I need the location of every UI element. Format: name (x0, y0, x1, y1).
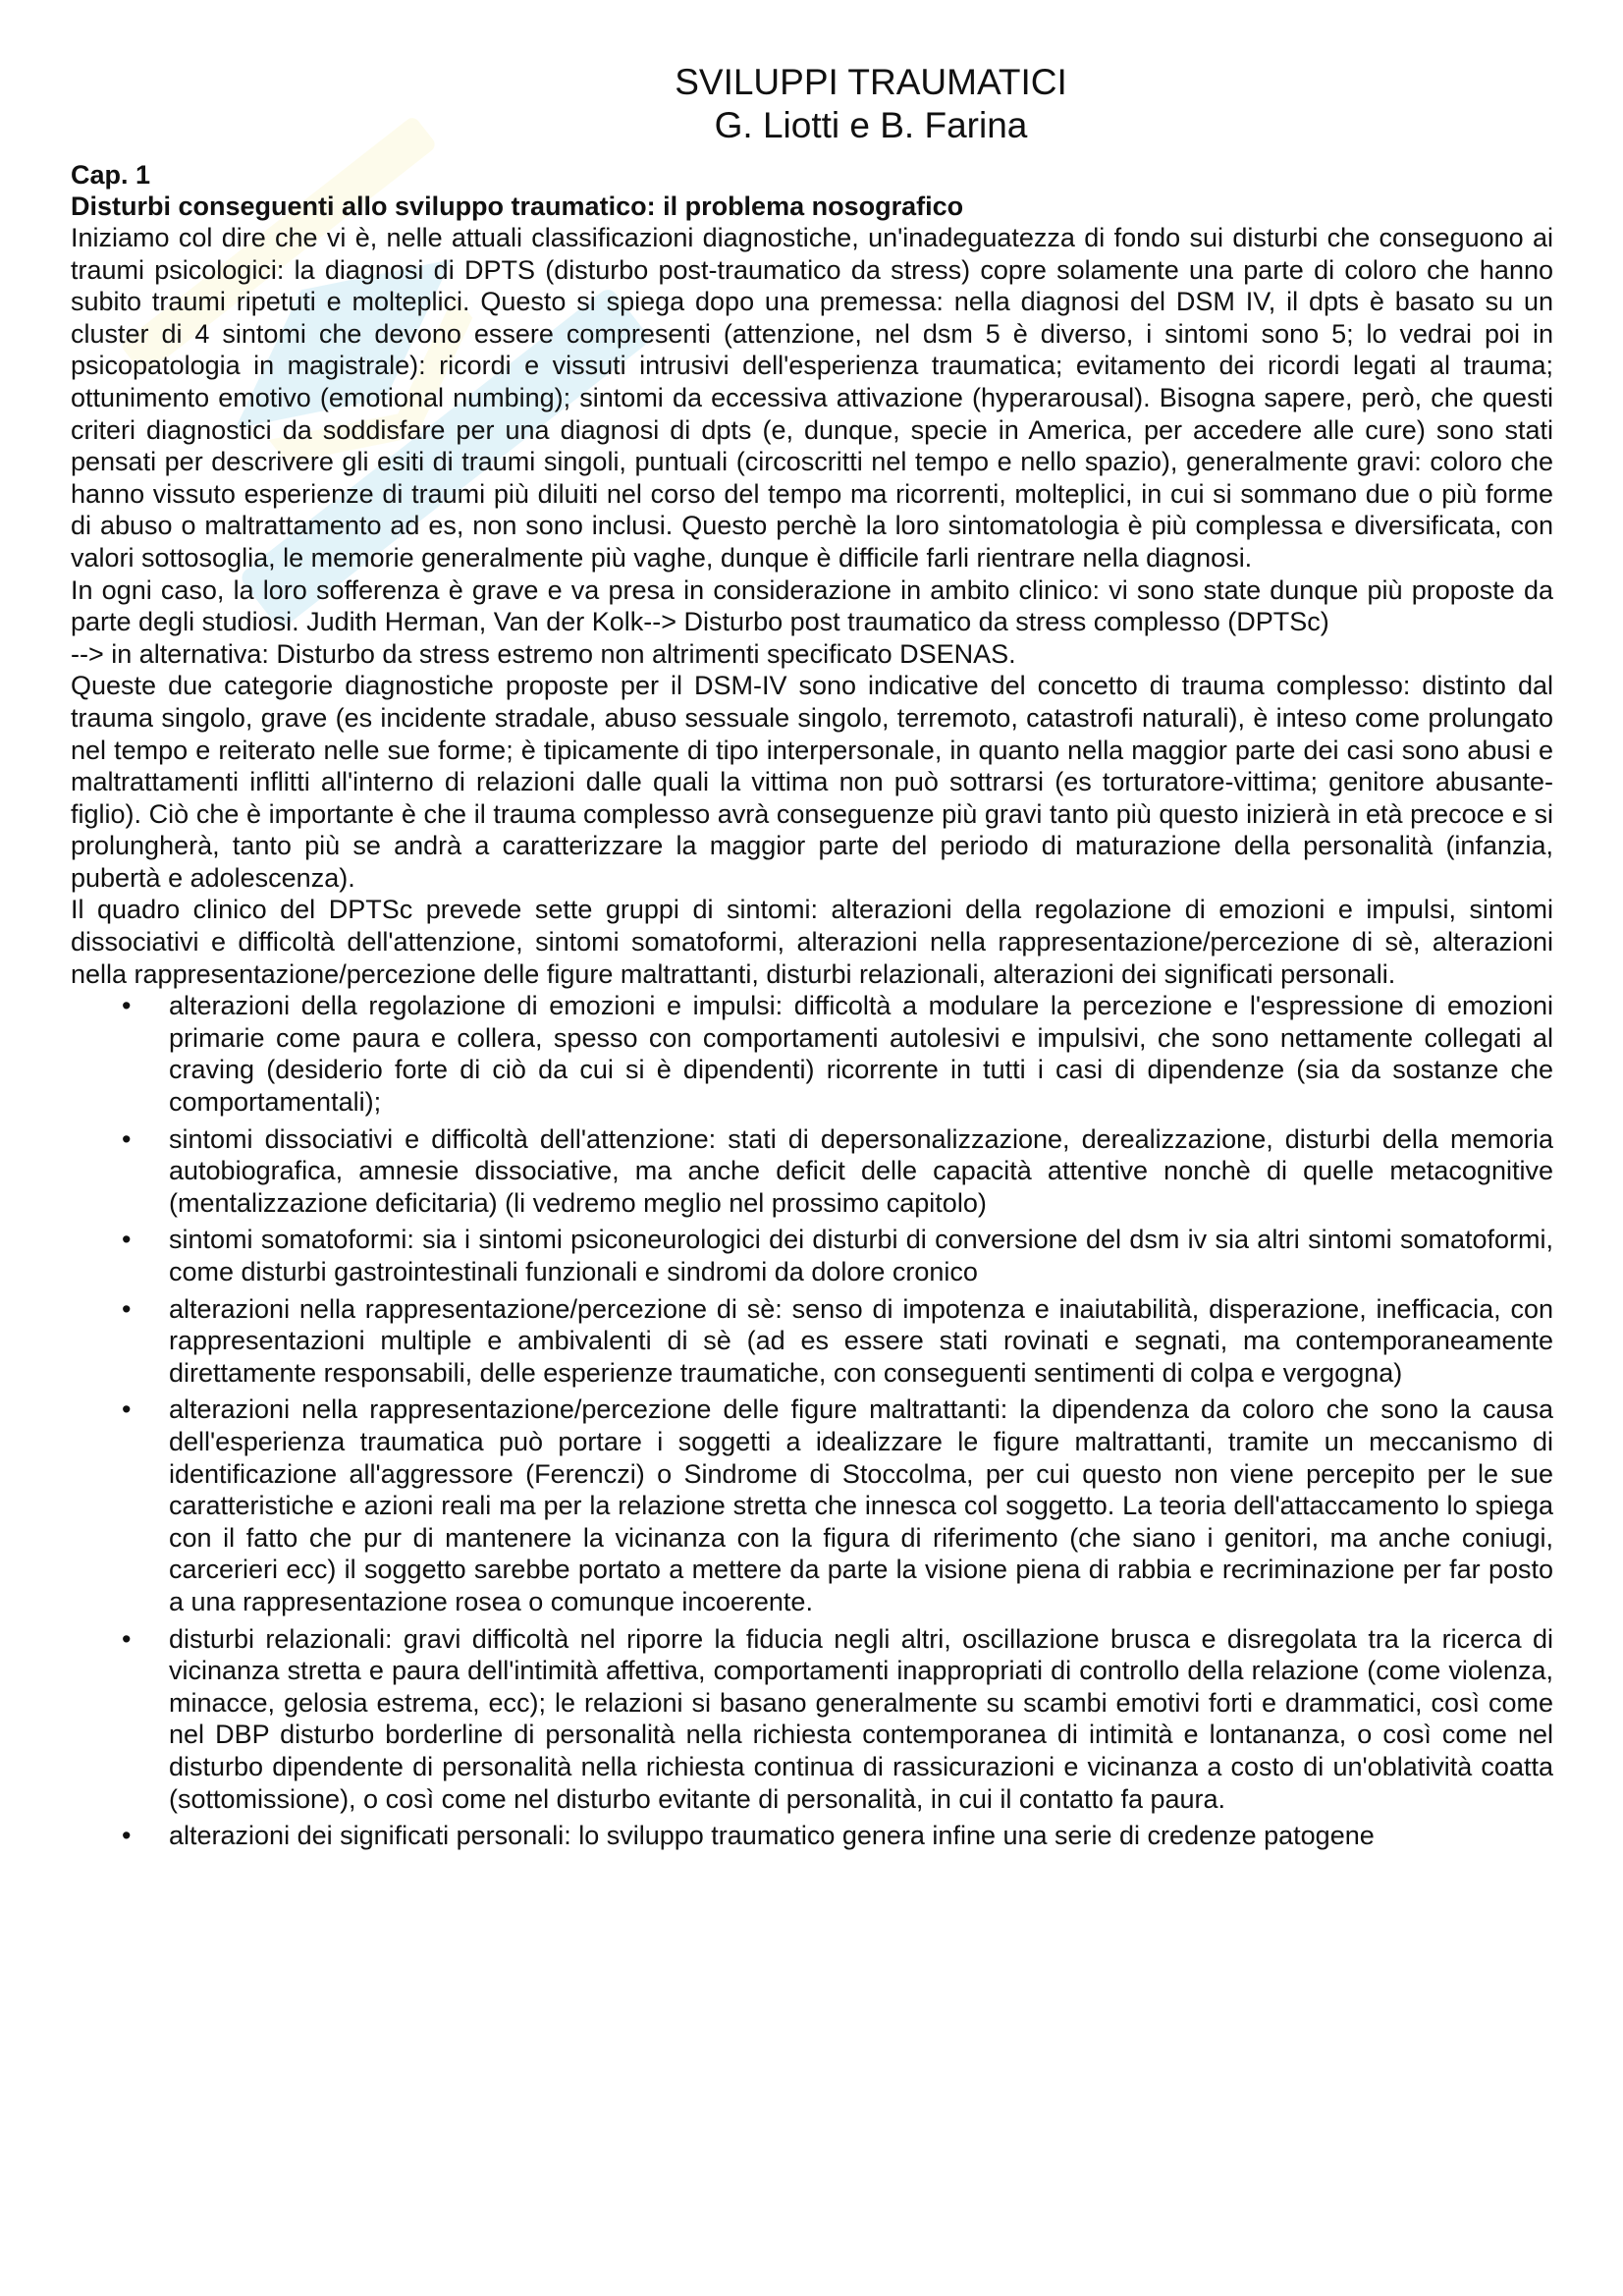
list-item-text: alterazioni nella rappresentazione/percezione di sè: senso di impotenza e inaiutabilità, disperazione, inefficacia, con rappresentazioni multiple e ambivalenti di sè (ad es essere stati rovinati e segnati, ma contemporaneamente direttamente responsabili, delle esperienze traumatiche, con conseguenti sentimenti di colpa e vergogna) (169, 1293, 1553, 1388)
paragraph: --> in alternativa: Disturbo da stress estremo non altrimenti specificato DSENAS. (71, 638, 1016, 669)
bullet-icon: • (122, 1623, 132, 1654)
section-heading: Disturbi conseguenti allo sviluppo traumatico: il problema nosografico (71, 191, 964, 221)
bullet-icon: • (122, 1394, 132, 1425)
bullet-icon: • (122, 1293, 132, 1324)
document-title (71, 61, 1553, 147)
bullet-icon: • (122, 1123, 132, 1154)
paragraph: In ogni caso, la loro sofferenza è grave e va presa in considerazione in ambito clinico: vi sono state dunque più proposte da parte degli studiosi. Judith Herman, Van der Kolk--> Disturbo post traumatico da stress complesso (DPTSc) (71, 574, 1553, 637)
symptom-list (71, 990, 1553, 1851)
list-item (71, 990, 1553, 1118)
list-item (71, 1820, 1553, 1852)
list-item (71, 1123, 1553, 1220)
list-item-text: disturbi relazionali: gravi difficoltà nel riporre la fiducia negli altri, oscillazione brusca e disregolata tra la ricerca di vicinanza stretta e paura dell'intimità affettiva, comportamenti inappropriati di controllo della relazione (come violenza, minacce, gelosia estrema, ecc); le relazioni si basano generalmente su scambi emotivi forti e drammatici, così come nel DBP disturbo borderline di personalità nella richiesta contemporanea di intimità e lontananza, o così come nel disturbo dipendente di personalità nella richiesta continua di rassicurazioni e vicinanza a costo di un'oblatività coatta (sottomissione), o così come nel disturbo evitante di personalità, in cui il contatto fa paura. (169, 1623, 1553, 1814)
list-item-text: alterazioni dei significati personali: lo sviluppo traumatico genera infine una serie di credenze patogene (169, 1821, 1375, 1851)
list-item-text: sintomi somatoformi: sia i sintomi psiconeurologici dei disturbi di conversione del dsm iv sia altri sintomi somatoformi, come disturbi gastrointestinali funzionali e sindromi da dolore cronico (169, 1225, 1553, 1286)
list-item (71, 1293, 1553, 1390)
title-line-2: G. Liotti e B. Farina (714, 105, 1028, 145)
paragraph: Queste due categorie diagnostiche proposte per il DSM-IV sono indicative del concetto di trauma complesso: distinto dal trauma singolo, grave (es incidente stradale, abuso sessuale singolo, terremoto, catastrofi naturali), è inteso come prolungato nel tempo e reiterato nelle sue forme; è tipicamente di tipo interpersonale, in quanto nella maggior parte dei casi sono abusi e maltrattamenti inflitti all'interno di relazioni dalle quali la vittima non può sottrarsi (es torturatore-vittima; genitore abusante- figlio). Ciò che è importante è che il trauma complesso avrà conseguenze più gravi tanto più questo inizierà in età precoce e si prolungherà, tanto più se andrà a caratterizzare la maggior parte del periodo di maturazione della personalità (infanzia, pubertà e adolescenza). (71, 671, 1553, 893)
list-item-text: sintomi dissociativi e difficoltà dell'attenzione: stati di depersonalizzazione, derealizzazione, disturbi della memoria autobiografica, amnesie dissociative, ma anche deficit delle capacità attentive nonchè di quelle metacognitive (mentalizzazione deficitaria) (li vedremo meglio nel prossimo capitolo) (169, 1123, 1553, 1218)
bullet-icon: • (122, 1225, 132, 1255)
list-item (71, 1394, 1553, 1617)
list-item-text: alterazioni della regolazione di emozioni e impulsi: difficoltà a modulare la percezione e l'espressione di emozioni primarie come paura e collera, spesso con comportamenti autolesivi e impulsivi, che sono nettamente collegati al craving (desiderio forte di ciò da cui si è dipendenti) ricorrente in tutti i casi di dipendenze (sia da sostanze che comportamentali); (169, 991, 1553, 1118)
bullet-icon: • (122, 1821, 132, 1851)
paragraph: Iniziamo col dire che vi è, nelle attuali classificazioni diagnostiche, un'inadeguatezza di fondo sui disturbi che conseguono ai traumi psicologici: la diagnosi di DPTS (disturbo post-traumatico da stress) copre solamente una parte di coloro che hanno subito traumi ripetuti e molteplici. Questo si spiega dopo una premessa: nella diagnosi del DSM IV, il dpts è basato su un cluster di 4 sintomi che devono essere compresenti (attenzione, nel dsm 5 è diverso, i sintomi sono 5; lo vedrai poi in psicopatologia in magistrale): ricordi e vissuti intrusivi dell'esperienza traumatica; evitamento dei ricordi legati al trauma; ottunimento emotivo (emotional numbing); sintomi da eccessiva attivazione (hyperarousal). Bisogna sapere, però, che questi criteri diagnostici da soddisfare per una diagnosi di dpts (e, dunque, specie in America, per accedere alle cure) sono stati pensati per descrivere gli esiti di traumi singoli, puntuali (circoscritti nel tempo e nello spazio), generalmente gravi: coloro che hanno vissuto esperienze di traumi più diluiti nel corso del tempo ma ricorrenti, molteplici, in cui si sommano due o più forme di abuso o maltrattamento ad es, non sono inclusi. Questo perchè la loro sintomatologia è più complessa e diversificata, con valori sottosoglia, le memorie generalmente più vaghe, dunque è difficile farli rientrare nella diagnosi. (71, 223, 1553, 573)
chapter-label: Cap. 1 (71, 160, 151, 190)
list-item (71, 1224, 1553, 1287)
bullet-icon: • (122, 991, 132, 1021)
paragraph: Il quadro clinico del DPTSc prevede sette gruppi di sintomi: alterazioni della regolazione di emozioni e impulsi, sintomi dissociativi e difficoltà dell'attenzione, sintomi somatoformi, alterazioni nella rappresentazione/percezione di sè, alterazioni nella rappresentazione/percezione delle figure maltrattanti, disturbi relazionali, alterazioni dei significati personali. (71, 895, 1553, 989)
list-item (71, 1623, 1553, 1816)
document-page (71, 61, 1553, 1857)
list-item-text: alterazioni nella rappresentazione/percezione delle figure maltrattanti: la dipendenza da coloro che sono la causa dell'esperienza traumatica può portare i soggetti a idealizzare le figure maltrattanti, tramite un meccanismo di identificazione all'aggressore (Ferenczi) o Sindrome di Stoccolma, per cui questo non viene percepito per le sue caratteristiche e azioni reali ma per la relazione stretta che innesca col soggetto. La teoria dell'attaccamento lo spiega con il fatto che pur di mantenere la vicinanza con la figura di riferimento (che siano i genitori, ma anche coniugi, carcerieri ecc) il soggetto sarebbe portato a mettere da parte la visione piena di rabbia e recriminazione per far posto a una rappresentazione rosea o comunque incoerente. (169, 1394, 1553, 1616)
title-line-1: SVILUPPI TRAUMATICI (675, 62, 1067, 102)
